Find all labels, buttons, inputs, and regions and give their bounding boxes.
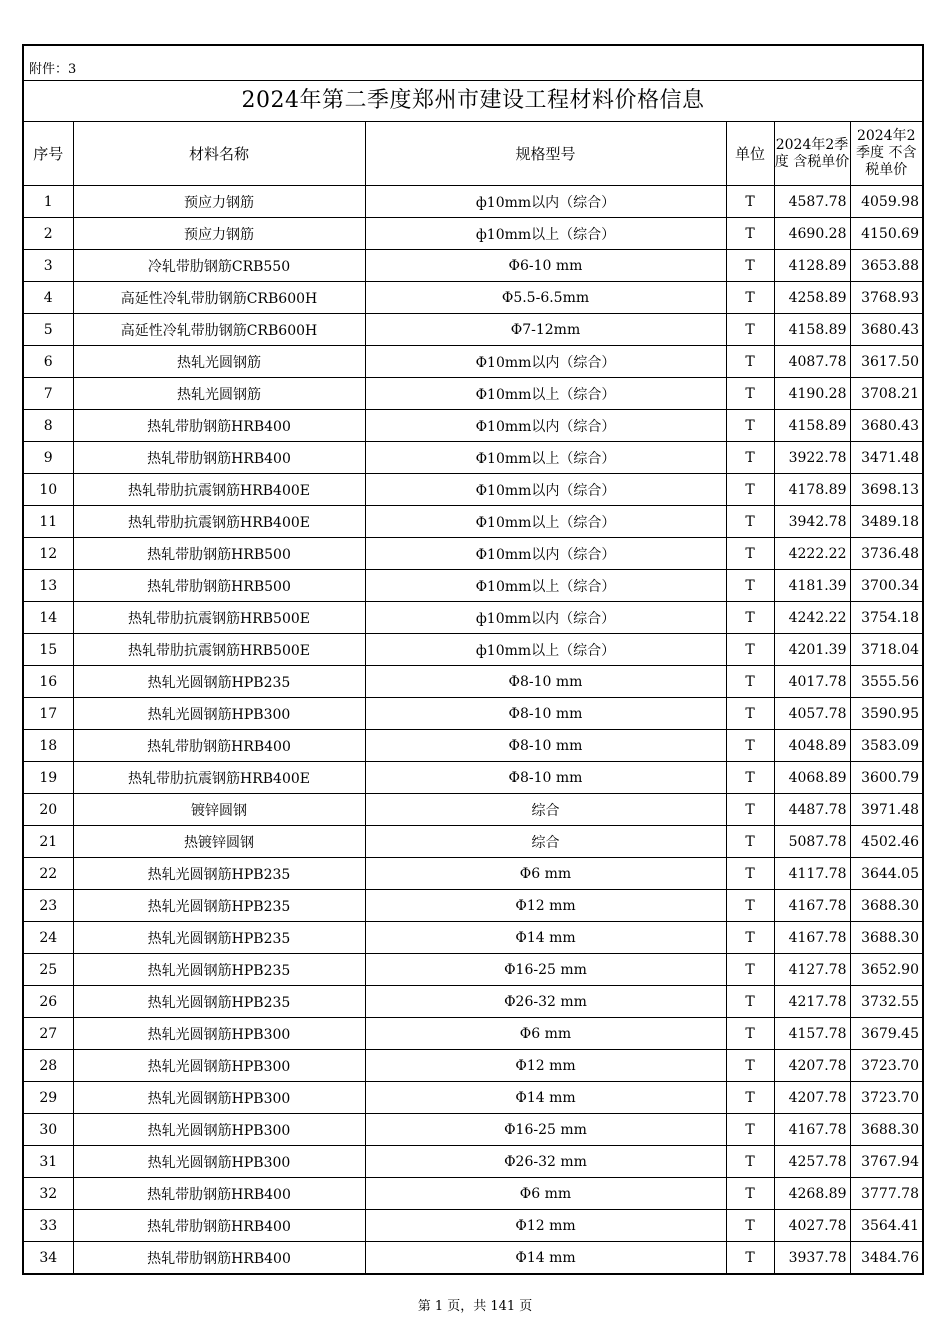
cell-price-tax: 4048.89 (774, 730, 850, 762)
cell-seq: 13 (24, 570, 73, 602)
cell-material-name: 热轧光圆钢筋HPB235 (73, 986, 365, 1018)
table-row (24, 570, 922, 602)
cell-price-tax: 4178.89 (774, 474, 850, 506)
table-row (24, 1050, 922, 1082)
cell-material-name: 热轧光圆钢筋HPB235 (73, 858, 365, 890)
cell-price-tax: 4158.89 (774, 410, 850, 442)
cell-material-name: 热轧带肋钢筋HRB400 (73, 1242, 365, 1274)
cell-material-name: 热轧带肋抗震钢筋HRB500E (73, 634, 365, 666)
cell-spec: ф10mm以上（综合） (365, 218, 726, 250)
cell-spec: Φ16-25 mm (365, 954, 726, 986)
cell-spec: Φ10mm以内（综合） (365, 346, 726, 378)
table-row (24, 314, 922, 346)
cell-unit: T (726, 538, 774, 570)
cell-material-name: 热轧带肋抗震钢筋HRB400E (73, 474, 365, 506)
price-table (24, 121, 922, 1273)
cell-spec: 综合 (365, 826, 726, 858)
table-row (24, 698, 922, 730)
cell-material-name: 高延性冷轧带肋钢筋CRB600H (73, 314, 365, 346)
cell-material-name: 热轧带肋钢筋HRB400 (73, 410, 365, 442)
table-row (24, 186, 922, 218)
cell-price-notax: 3652.90 (850, 954, 922, 986)
cell-price-tax: 4587.78 (774, 186, 850, 218)
header-price-tax: 2024年2季度 含税单价 (774, 122, 850, 186)
cell-unit: T (726, 410, 774, 442)
cell-price-tax: 4167.78 (774, 922, 850, 954)
header-seq: 序号 (24, 122, 73, 186)
cell-seq: 28 (24, 1050, 73, 1082)
table-row (24, 858, 922, 890)
attachment-label: 附件：3 (29, 62, 77, 77)
cell-price-tax: 4157.78 (774, 1018, 850, 1050)
cell-spec: Φ10mm以内（综合） (365, 538, 726, 570)
cell-price-tax: 4167.78 (774, 890, 850, 922)
cell-unit: T (726, 506, 774, 538)
table-row (24, 1114, 922, 1146)
cell-unit: T (726, 762, 774, 794)
cell-price-notax: 3688.30 (850, 890, 922, 922)
cell-price-notax: 3777.78 (850, 1178, 922, 1210)
cell-unit: T (726, 986, 774, 1018)
cell-price-notax: 3688.30 (850, 1114, 922, 1146)
cell-spec: Φ16-25 mm (365, 1114, 726, 1146)
cell-price-tax: 4190.28 (774, 378, 850, 410)
cell-price-tax: 4087.78 (774, 346, 850, 378)
cell-unit: T (726, 634, 774, 666)
cell-unit: T (726, 922, 774, 954)
cell-price-notax: 3708.21 (850, 378, 922, 410)
cell-price-tax: 4127.78 (774, 954, 850, 986)
cell-price-notax: 3564.41 (850, 1210, 922, 1242)
cell-spec: Φ10mm以内（综合） (365, 410, 726, 442)
cell-seq: 23 (24, 890, 73, 922)
cell-price-tax: 4242.22 (774, 602, 850, 634)
cell-seq: 4 (24, 282, 73, 314)
cell-unit: T (726, 346, 774, 378)
cell-spec: Φ8-10 mm (365, 762, 726, 794)
cell-material-name: 高延性冷轧带肋钢筋CRB600H (73, 282, 365, 314)
table-row (24, 1018, 922, 1050)
cell-seq: 29 (24, 1082, 73, 1114)
table-row (24, 1178, 922, 1210)
cell-material-name: 热镀锌圆钢 (73, 826, 365, 858)
cell-price-notax: 3700.34 (850, 570, 922, 602)
table-row (24, 346, 922, 378)
cell-price-notax: 3698.13 (850, 474, 922, 506)
cell-seq: 2 (24, 218, 73, 250)
table-row (24, 890, 922, 922)
header-price-notax: 2024年2季度 不含税单价 (850, 122, 922, 186)
cell-seq: 12 (24, 538, 73, 570)
cell-price-notax: 3971.48 (850, 794, 922, 826)
cell-price-notax: 3768.93 (850, 282, 922, 314)
cell-price-notax: 3718.04 (850, 634, 922, 666)
cell-price-notax: 3555.56 (850, 666, 922, 698)
cell-unit: T (726, 858, 774, 890)
cell-spec: Φ6 mm (365, 858, 726, 890)
cell-price-tax: 3922.78 (774, 442, 850, 474)
table-row (24, 410, 922, 442)
cell-spec: ф10mm以上（综合） (365, 634, 726, 666)
cell-seq: 26 (24, 986, 73, 1018)
cell-price-notax: 3600.79 (850, 762, 922, 794)
cell-seq: 34 (24, 1242, 73, 1274)
cell-price-tax: 4027.78 (774, 1210, 850, 1242)
cell-price-tax: 4690.28 (774, 218, 850, 250)
cell-price-tax: 4207.78 (774, 1050, 850, 1082)
cell-unit: T (726, 1146, 774, 1178)
cell-unit: T (726, 890, 774, 922)
cell-seq: 27 (24, 1018, 73, 1050)
cell-seq: 19 (24, 762, 73, 794)
cell-unit: T (726, 442, 774, 474)
cell-price-notax: 4150.69 (850, 218, 922, 250)
cell-spec: Φ14 mm (365, 922, 726, 954)
cell-seq: 15 (24, 634, 73, 666)
cell-unit: T (726, 666, 774, 698)
cell-seq: 32 (24, 1178, 73, 1210)
cell-seq: 20 (24, 794, 73, 826)
cell-price-tax: 4158.89 (774, 314, 850, 346)
cell-material-name: 热轧带肋钢筋HRB400 (73, 1210, 365, 1242)
cell-seq: 33 (24, 1210, 73, 1242)
cell-price-tax: 4201.39 (774, 634, 850, 666)
table-row (24, 922, 922, 954)
cell-spec: Φ26-32 mm (365, 986, 726, 1018)
cell-price-tax: 4068.89 (774, 762, 850, 794)
cell-spec: Φ10mm以上（综合） (365, 378, 726, 410)
cell-seq: 30 (24, 1114, 73, 1146)
table-row (24, 378, 922, 410)
cell-material-name: 热轧光圆钢筋HPB300 (73, 1050, 365, 1082)
cell-spec: 综合 (365, 794, 726, 826)
cell-price-tax: 5087.78 (774, 826, 850, 858)
cell-seq: 17 (24, 698, 73, 730)
table-row (24, 794, 922, 826)
cell-material-name: 热轧光圆钢筋HPB300 (73, 1018, 365, 1050)
cell-unit: T (726, 698, 774, 730)
table-row (24, 282, 922, 314)
cell-spec: Φ14 mm (365, 1242, 726, 1274)
cell-price-notax: 3679.45 (850, 1018, 922, 1050)
cell-spec: Φ6 mm (365, 1178, 726, 1210)
cell-price-tax: 3937.78 (774, 1242, 850, 1274)
cell-price-notax: 4059.98 (850, 186, 922, 218)
cell-unit: T (726, 282, 774, 314)
table-row (24, 602, 922, 634)
cell-spec: Φ6-10 mm (365, 250, 726, 282)
table-row (24, 442, 922, 474)
cell-unit: T (726, 378, 774, 410)
cell-material-name: 热轧带肋钢筋HRB500 (73, 538, 365, 570)
cell-price-notax: 3644.05 (850, 858, 922, 890)
cell-price-tax: 4217.78 (774, 986, 850, 1018)
cell-spec: Φ8-10 mm (365, 666, 726, 698)
cell-material-name: 热轧带肋钢筋HRB500 (73, 570, 365, 602)
cell-unit: T (726, 794, 774, 826)
table-row (24, 634, 922, 666)
cell-price-tax: 4258.89 (774, 282, 850, 314)
cell-price-notax: 3471.48 (850, 442, 922, 474)
table-row (24, 954, 922, 986)
cell-price-notax: 3754.18 (850, 602, 922, 634)
cell-seq: 7 (24, 378, 73, 410)
cell-material-name: 热轧光圆钢筋 (73, 378, 365, 410)
cell-spec: ф10mm以内（综合） (365, 186, 726, 218)
cell-unit: T (726, 1114, 774, 1146)
cell-seq: 9 (24, 442, 73, 474)
cell-price-tax: 4017.78 (774, 666, 850, 698)
cell-price-notax: 3583.09 (850, 730, 922, 762)
cell-price-notax: 3680.43 (850, 314, 922, 346)
cell-seq: 10 (24, 474, 73, 506)
table-row (24, 538, 922, 570)
cell-spec: ф10mm以内（综合） (365, 602, 726, 634)
cell-price-notax: 4502.46 (850, 826, 922, 858)
cell-price-tax: 4222.22 (774, 538, 850, 570)
cell-unit: T (726, 1050, 774, 1082)
cell-price-notax: 3680.43 (850, 410, 922, 442)
cell-seq: 21 (24, 826, 73, 858)
table-row (24, 474, 922, 506)
table-row (24, 762, 922, 794)
cell-price-notax: 3723.70 (850, 1082, 922, 1114)
cell-material-name: 热轧光圆钢筋HPB235 (73, 666, 365, 698)
cell-price-tax: 4128.89 (774, 250, 850, 282)
table-row (24, 1210, 922, 1242)
cell-seq: 16 (24, 666, 73, 698)
price-sheet (22, 44, 924, 1275)
cell-material-name: 热轧光圆钢筋HPB235 (73, 922, 365, 954)
page-footer: 第 1 页，共 141 页 (417, 1299, 533, 1314)
cell-price-tax: 4257.78 (774, 1146, 850, 1178)
cell-material-name: 热轧带肋抗震钢筋HRB400E (73, 762, 365, 794)
cell-spec: Φ8-10 mm (365, 730, 726, 762)
cell-seq: 31 (24, 1146, 73, 1178)
cell-spec: Φ10mm以上（综合） (365, 506, 726, 538)
cell-unit: T (726, 186, 774, 218)
cell-material-name: 热轧带肋钢筋HRB400 (73, 730, 365, 762)
cell-seq: 1 (24, 186, 73, 218)
page-title: 2024年第二季度郑州市建设工程材料价格信息 (24, 80, 922, 121)
header-spec: 规格型号 (365, 122, 726, 186)
table-row (24, 1082, 922, 1114)
cell-unit: T (726, 570, 774, 602)
table-row (24, 986, 922, 1018)
cell-price-tax: 4117.78 (774, 858, 850, 890)
cell-material-name: 热轧带肋抗震钢筋HRB400E (73, 506, 365, 538)
cell-material-name: 热轧光圆钢筋HPB300 (73, 1082, 365, 1114)
cell-unit: T (726, 602, 774, 634)
cell-price-notax: 3767.94 (850, 1146, 922, 1178)
cell-material-name: 热轧光圆钢筋HPB300 (73, 1114, 365, 1146)
cell-unit: T (726, 954, 774, 986)
cell-price-tax: 3942.78 (774, 506, 850, 538)
cell-spec: Φ8-10 mm (365, 698, 726, 730)
cell-seq: 11 (24, 506, 73, 538)
cell-spec: Φ10mm以上（综合） (365, 442, 726, 474)
cell-spec: Φ12 mm (365, 890, 726, 922)
cell-price-tax: 4487.78 (774, 794, 850, 826)
cell-unit: T (726, 1242, 774, 1274)
cell-price-tax: 4268.89 (774, 1178, 850, 1210)
cell-material-name: 热轧带肋抗震钢筋HRB500E (73, 602, 365, 634)
cell-unit: T (726, 1082, 774, 1114)
cell-unit: T (726, 826, 774, 858)
cell-price-tax: 4207.78 (774, 1082, 850, 1114)
cell-spec: Φ12 mm (365, 1050, 726, 1082)
cell-material-name: 热轧光圆钢筋HPB300 (73, 1146, 365, 1178)
cell-seq: 8 (24, 410, 73, 442)
cell-seq: 6 (24, 346, 73, 378)
table-row (24, 1146, 922, 1178)
cell-material-name: 镀锌圆钢 (73, 794, 365, 826)
cell-seq: 14 (24, 602, 73, 634)
cell-price-tax: 4167.78 (774, 1114, 850, 1146)
cell-unit: T (726, 474, 774, 506)
cell-price-notax: 3688.30 (850, 922, 922, 954)
cell-price-notax: 3732.55 (850, 986, 922, 1018)
cell-price-tax: 4057.78 (774, 698, 850, 730)
cell-material-name: 热轧光圆钢筋HPB235 (73, 890, 365, 922)
cell-spec: Φ26-32 mm (365, 1146, 726, 1178)
cell-seq: 25 (24, 954, 73, 986)
cell-material-name: 热轧光圆钢筋HPB300 (73, 698, 365, 730)
header-material-name: 材料名称 (73, 122, 365, 186)
cell-spec: Φ12 mm (365, 1210, 726, 1242)
cell-spec: Φ5.5-6.5mm (365, 282, 726, 314)
cell-unit: T (726, 218, 774, 250)
cell-seq: 22 (24, 858, 73, 890)
header-unit: 单位 (726, 122, 774, 186)
table-row (24, 826, 922, 858)
cell-price-notax: 3653.88 (850, 250, 922, 282)
cell-material-name: 热轧光圆钢筋 (73, 346, 365, 378)
cell-unit: T (726, 1178, 774, 1210)
cell-material-name: 热轧带肋钢筋HRB400 (73, 442, 365, 474)
cell-spec: Φ7-12mm (365, 314, 726, 346)
cell-price-notax: 3617.50 (850, 346, 922, 378)
cell-spec: Φ10mm以内（综合） (365, 474, 726, 506)
cell-unit: T (726, 314, 774, 346)
cell-unit: T (726, 1210, 774, 1242)
cell-seq: 24 (24, 922, 73, 954)
cell-spec: Φ14 mm (365, 1082, 726, 1114)
cell-material-name: 热轧带肋钢筋HRB400 (73, 1178, 365, 1210)
table-row (24, 1242, 922, 1274)
table-row (24, 218, 922, 250)
cell-unit: T (726, 1018, 774, 1050)
cell-material-name: 冷轧带肋钢筋CRB550 (73, 250, 365, 282)
table-header-row (24, 122, 922, 186)
cell-seq: 3 (24, 250, 73, 282)
cell-price-tax: 4181.39 (774, 570, 850, 602)
cell-seq: 5 (24, 314, 73, 346)
cell-spec: Φ10mm以上（综合） (365, 570, 726, 602)
table-row (24, 506, 922, 538)
cell-price-notax: 3723.70 (850, 1050, 922, 1082)
cell-price-notax: 3590.95 (850, 698, 922, 730)
cell-unit: T (726, 730, 774, 762)
cell-spec: Φ6 mm (365, 1018, 726, 1050)
cell-seq: 18 (24, 730, 73, 762)
cell-material-name: 热轧光圆钢筋HPB235 (73, 954, 365, 986)
cell-price-notax: 3489.18 (850, 506, 922, 538)
cell-material-name: 预应力钢筋 (73, 218, 365, 250)
table-row (24, 666, 922, 698)
cell-unit: T (726, 250, 774, 282)
table-row (24, 730, 922, 762)
cell-price-notax: 3484.76 (850, 1242, 922, 1274)
cell-material-name: 预应力钢筋 (73, 186, 365, 218)
table-row (24, 250, 922, 282)
cell-price-notax: 3736.48 (850, 538, 922, 570)
table-body (24, 186, 922, 1274)
